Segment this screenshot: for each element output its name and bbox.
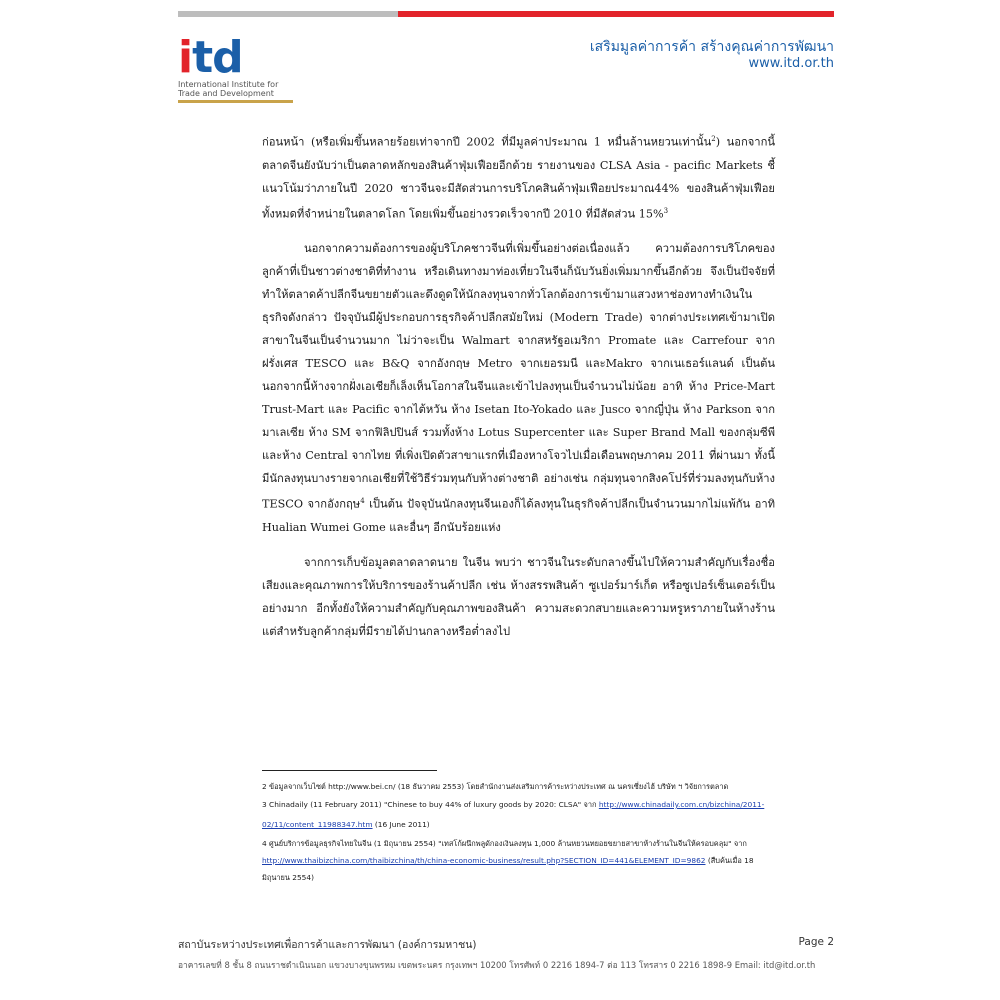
header-color-bar	[178, 11, 834, 17]
logo-letter-i: i	[178, 32, 193, 83]
tagline-text: เสริมมูลค่าการค้า สร้างคุณค่าการพัฒนา	[589, 39, 834, 55]
paragraph-3: จากการเก็บข้อมูลตลาดลาดนาย ในจีน พบว่า ชาวจีนในระดับกลางขึ้นไปให้ความสำคัญกับเรื่องชื่อเสียงและคุณภาพการให้บริการของร้านค้าปลีก เช่น ห้างสรรพสินค้า ซูเปอร์มาร์เก็ต หรือซูเปอร์เซ็นเตอร์เป็นอย่างมาก อีกทั้งยังให้ความสำคัญกับคุณภาพของสินค้า ความสะดวกสบายและความหรูหราภายในห้างร้าน แต่สำหรับลูกค้ากลุ่มที่มีรายได้ปานกลางหรือต่ำลงไป	[262, 556, 775, 639]
page-indicator	[799, 936, 834, 953]
footnote-4-link[interactable]: http://www.thaibizchina.com/thaibizchina/th/china-economic-business/result.php?SECTION_ID=441&ELEMENT_ID=9862	[262, 856, 706, 865]
footnote-separator	[262, 770, 437, 771]
page-number: 2	[827, 936, 834, 948]
footnotes	[262, 778, 772, 886]
footnote-3-date: (16 June 2011)	[374, 820, 430, 829]
paragraph-1	[262, 128, 775, 225]
paragraph-2-text-a: นอกจากความต้องการของผู้บริโภคชาวจีนที่เพิ่มขึ้นอย่างต่อเนื่องแล้ว ความต้องการบริโภคของลูกค้าที่เป็นชาวต่างชาติที่ทำงาน หรือเดินทางมาท่องเที่ยวในจีนก็นับวันยิ่งเพิ่มมากขึ้นอีกด้วย จึงเป็นปัจจัยที่ทำให้ตลาดค้าปลีกจีนขยายตัวและดึงดูดให้นักลงทุนจากทั่วโลกต้องการเข้ามาแสวงหาช่องทางทำเงินในธุรกิจดังกล่าว ปัจจุบันมีผู้ประกอบการธุรกิจค้าปลีกสมัยใหม่ (Modern Trade) จากต่างประเทศเข้ามาเปิดสาขาในจีนเป็นจำนวนมาก ไม่ว่าจะเป็น Walmart จากสหรัฐอเมริกา Promate และ Carrefour จากฝรั่งเศส TESCO และ B&Q จากอังกฤษ Metro จากเยอรมนี และMakro จากเนเธอร์แลนด์ เป็นต้น นอกจากนี้ห้างจากฝั่งเอเชียก็เล็งเห็นโอกาสในจีนและเข้าไปลงทุนเป็นจำนวนไม่น้อย อาทิ ห้าง Price-Mart Trust-Mart และ Pacific จากไต้หวัน ห้าง Isetan Ito-Yokado และ Jusco จากญี่ปุ่น ห้าง Parkson จากมาเลเซีย ห้าง SM จากฟิลิปปินส์ รวมทั้งห้าง Lotus Supercenter และ Super Brand Mall ของกลุ่มซีพี และห้าง Central จากไทย ที่เพิ่งเปิดตัวสาขาแรกที่เมืองหางโจวไปเมื่อเดือนพฤษภาคม 2011 ที่ผ่านมา ทั้งนี้ มีนักลงทุนบางรายจากเอเชียที่ใช้วิธีร่วมทุนกับห้างต่างชาติ อย่างเช่น กลุ่มทุนจากสิงคโปร์ที่ร่วมลงทุนกับห้าง TESCO จากอังกฤษ	[262, 242, 775, 512]
footer-org-name: สถาบันระหว่างประเทศเพื่อการค้าและการพัฒนา (องค์การมหาชน)	[178, 939, 477, 951]
paragraph-2-text-b: เป็นต้น ปัจจุบันนักลงทุนจีนเองก็ได้ลงทุนในธุรกิจค้าปลีกเป็นจำนวนมากไม่แพ้กัน อาทิ Hualian Wumei Gome และอื่นๆ อีกนับร้อยแห่ง	[262, 498, 775, 535]
page-footer	[178, 936, 834, 972]
footnote-2: 2 ข้อมูลจากเว็บไซต์ http://www.bei.cn/ (18 ธันวาคม 2553) โดยสำนักงานส่งเสริมการค้าระหว่างประเทศ ณ นครเซี่ยงไฮ้ บริษัท ฯ วิจัยการตลาด	[262, 782, 729, 791]
paragraph-1-text-a: ก่อนหน้า (หรือเพิ่มขึ้นหลายร้อยเท่าจากปี 2002 ที่มีมูลค่าประมาณ 1 หมื่นล้านหยวนเท่านั้น	[262, 135, 712, 149]
footnote-4	[262, 835, 772, 886]
footnote-3-text: 3 Chinadaily (11 February 2011) "Chinese to buy 44% of luxury goods by 2020: CLSA" จาก	[262, 800, 597, 809]
footnote-3-link[interactable]: http://www.chinadaily.com.cn/bizchina/2011-02/11/content_11988347.htm	[262, 800, 765, 829]
header-bar-red-segment	[398, 11, 834, 17]
logo-letters-td: td	[192, 32, 243, 83]
footer-address: อาคารเลขที่ 8 ชั้น 8 ถนนราชดำเนินนอก แขวงบางขุนพรหม เขตพระนคร กรุงเทพฯ 10200 โทรศัพท์ 0 2216 1894-7 ต่อ 113 โทรสาร 0 2216 1898-9 Email: itd@itd.or.th	[178, 960, 816, 970]
paragraph-1-text-b: ) นอกจากนี้ ตลาดจีนยังนับว่าเป็นตลาดหลักของสินค้าฟุ่มเฟือยอีกด้วย รายงานของ CLSA Asia - pacific Markets ชี้แนวโน้มว่าภายในปี 2020 ชาวจีนจะมีสัดส่วนการบริโภคสินค้าฟุ่มเฟือยประมาณ44% ของสินค้าฟุ่มเฟือยทั้งหมดที่จำหน่ายในตลาดโลก โดยเพิ่มขึ้นอย่างรวดเร็วจากปี 2010 ที่มีสัดส่วน 15%	[262, 135, 775, 221]
logo-subtitle-1: International Institute for	[178, 80, 279, 89]
header-bar-grey-segment	[178, 11, 398, 17]
website-url: www.itd.or.th	[748, 56, 834, 71]
logo-underline-strip	[178, 100, 293, 103]
footnote-3	[262, 795, 772, 835]
document-body	[262, 128, 775, 643]
footnote-ref-2: 2	[711, 135, 716, 143]
paragraph-2	[262, 237, 775, 539]
header-tagline	[590, 38, 834, 72]
footnote-4-text: 4 ศูนย์บริการข้อมูลธุรกิจไทยในจีน (1 มิถุนายน 2554) "เทสโก้ผนึกพลูดักองเงินลงทุน 1,000 ล้านหยวนทยอยขยายสาขาห้างร้านในจีนให้ครอบคลุม" จาก	[262, 839, 747, 848]
logo-wordmark	[178, 32, 298, 83]
itd-logo	[178, 32, 298, 103]
footnote-4-date: (สืบค้นเมื่อ 18 มิถุนายน 2554)	[262, 856, 754, 882]
footnote-ref-4: 4	[360, 497, 365, 506]
footnote-ref-3: 3	[663, 206, 669, 215]
logo-subtitle-2: Trade and Development	[178, 89, 274, 98]
page-label: Page	[798, 936, 824, 948]
